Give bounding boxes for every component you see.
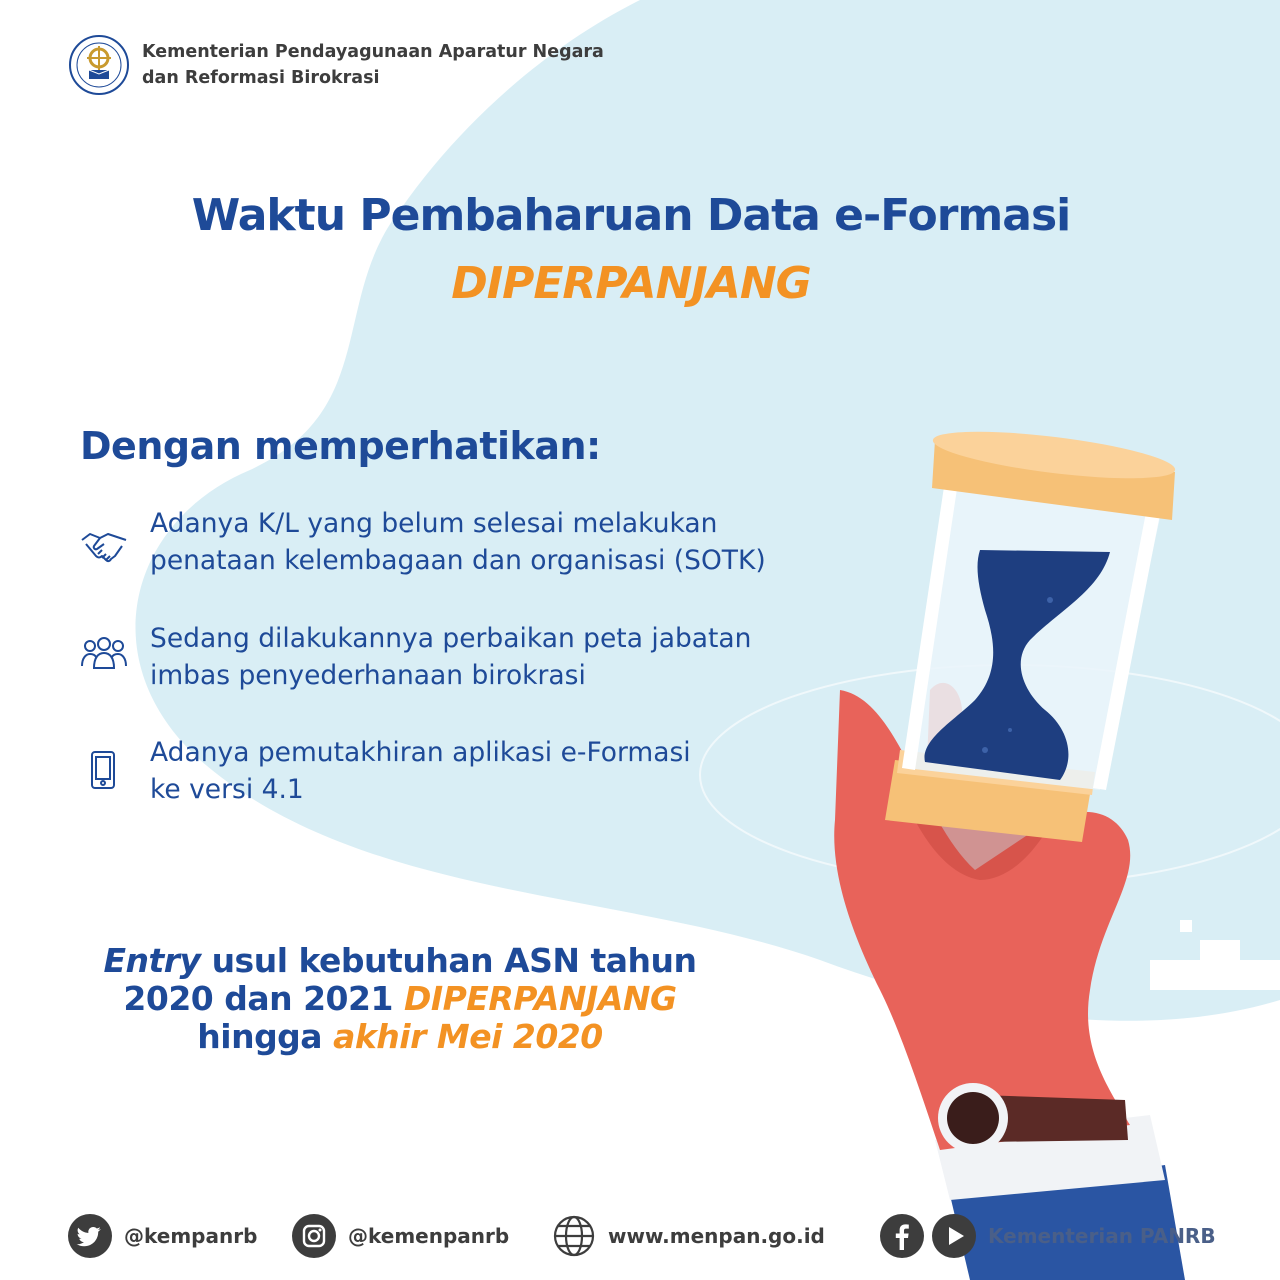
reason-line: ke versi 4.1	[150, 774, 304, 805]
callout-deadline: akhir Mei 2020	[333, 1017, 603, 1056]
callout-entry: Entry	[103, 941, 201, 980]
page-title: Waktu Pembaharuan Data e-Formasi	[191, 190, 1071, 241]
footer-instagram[interactable]	[292, 1214, 509, 1258]
reason-line: imbas penyederhanaan birokrasi	[150, 660, 586, 691]
reason-line: Sedang dilakukannya perbaikan peta jabatan	[150, 623, 752, 654]
footer-website[interactable]	[552, 1214, 825, 1258]
ministry-name-line2: dan Reformasi Birokrasi	[142, 68, 380, 88]
callout-text: 2020 dan 2021	[123, 979, 404, 1018]
reason-line: Adanya pemutakhiran aplikasi e-Formasi	[150, 737, 691, 768]
callout-highlight: DIPERPANJANG	[403, 979, 677, 1018]
reason-line: penataan kelembagaan dan organisasi (SOTK)	[150, 545, 766, 576]
instagram-handle: @kemenpanrb	[348, 1224, 510, 1248]
callout-text: usul kebutuhan ASN tahun	[200, 941, 697, 980]
website-url: www.menpan.go.id	[608, 1224, 825, 1248]
reason-line: Adanya K/L yang belum selesai melakukan	[150, 508, 718, 539]
twitter-handle: @kempanrb	[124, 1224, 258, 1248]
footer-social-channels[interactable]	[880, 1214, 1216, 1258]
channel-name: Kementerian PANRB	[988, 1224, 1216, 1248]
facebook-icon	[880, 1214, 924, 1258]
callout-text: hingga	[197, 1017, 334, 1056]
section-heading: Dengan memperhatikan:	[80, 424, 601, 468]
footer-twitter[interactable]	[68, 1214, 257, 1258]
page-subtitle: DIPERPANJANG	[451, 258, 811, 309]
instagram-icon	[292, 1214, 336, 1258]
ministry-name-line1: Kementerian Pendayagunaan Aparatur Negara	[142, 42, 604, 62]
globe-icon	[552, 1214, 596, 1258]
twitter-icon	[68, 1214, 112, 1258]
youtube-play-icon	[932, 1214, 976, 1258]
